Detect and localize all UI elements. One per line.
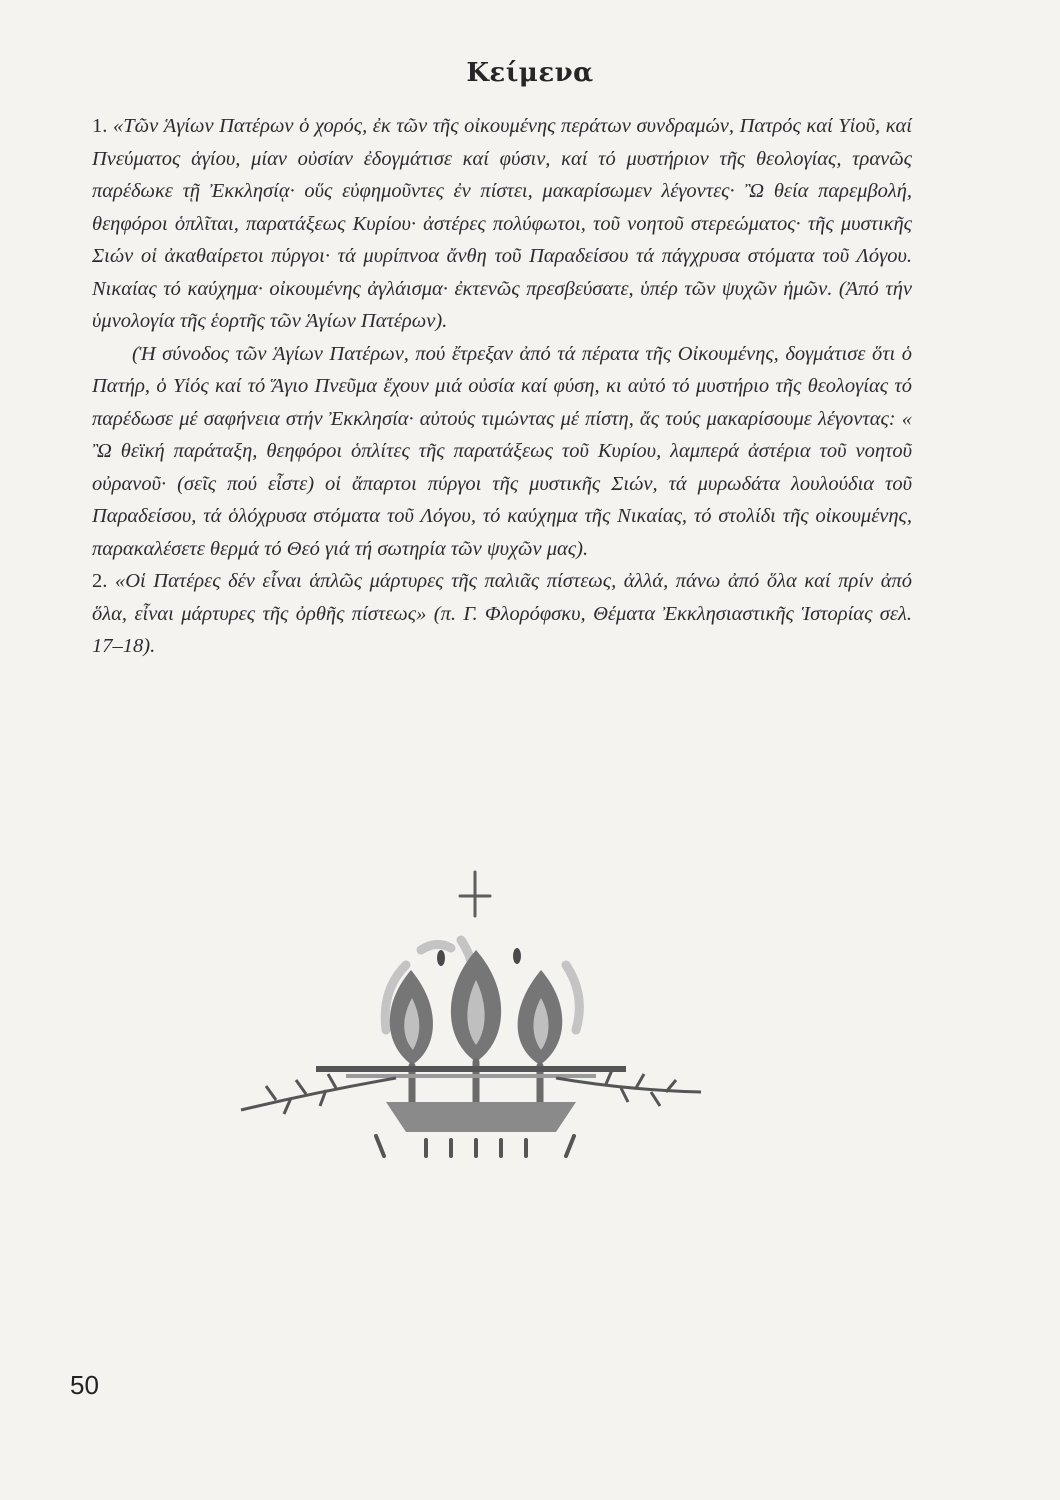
paragraph-3-text: «Οἱ Πατέρες δέν εἶναι ἁπλῶς μάρτυρες τῆς παλιᾶς πίστεως, ἀλλά, πάνω ἀπό ὅλα καί πρίν ἀπό ὅλα, εἶναι μάρτυρες τῆς ὀρθῆς πίστεως» (π. Γ. Φλορόφσκυ, Θέματα Ἐκκλησιαστικῆς Ἱστορίας σελ. 17–18). [92,570,912,657]
paragraph-3 [92,565,912,663]
cross-icon [460,872,490,916]
paragraph-2 [92,338,912,566]
pedestal-marks-icon [376,1136,574,1156]
text-body [92,110,912,663]
paragraph-1-text: «Τῶν Ἁγίων Πατέρων ὁ χορός, ἐκ τῶν τῆς οἰκουμένης περάτων συνδραμών, Πατρός καί Υἱοῦ, καί Πνεύματος ἁγίου, μίαν οὐσίαν ἐδογμάτισε καί φύσιν, καί τό μυστήριον τῆς θεολογίας, τρανῶς παρέδωκε τῇ Ἐκκλησίᾳ· οὕς εὐφημοῦντες ἐν πίστει, μακαρίσωμεν λέγοντες· Ὢ θεία παρεμβολή, θεηφόροι ὁπλῖται, παρατάξεως Κυρίου· ἀστέρες πολύφωτοι, τοῦ νοητοῦ στερεώματος· τῆς μυστικῆς Σιών οἱ ἀκαθαίρετοι πύργοι· τά μυρίπνοα ἄνθη τοῦ Παραδείσου τά πάγχρυσα στόματα τοῦ Λόγου. Νικαίας τό καύχημα· οἰκουμένης ἀγλάισμα· ἐκτενῶς πρεσβεύσατε, ὑπέρ τῶν ψυχῶν ἡμῶν. (Ἀπό τήν ὑμνολογία τῆς ἑορτῆς τῶν Ἁγίων Πατέρων). [92,115,913,332]
three-flames-emblem-icon [236,870,706,1170]
page-number: 50 [70,1370,99,1400]
paragraph-1 [92,110,912,338]
paragraph-1-number: 1. [92,115,108,137]
paragraph-2-text: (Ἡ σύνοδος τῶν Ἁγίων Πατέρων, πού ἔτρεξαν ἀπό τά πέρατα τῆς Οἰκουμένης, δογμάτισε ὅτι ὁ Πατήρ, ὁ Υἱός καί τό Ἅγιο Πνεῦμα ἔχουν μιά οὐσία καί φύση, κι αὐτό τό μυστήριο τῆς θεολογίας τό παρέδωσε μέ σαφήνεια στήν Ἐκκλησία· αὐτούς τιμώντας μέ πίστη, ἄς τούς μακαρίσουμε λέγοντας: « Ὢ θεϊκή παράταξη, θεηφόροι ὁπλίτες τῆς παρατάξεως τοῦ Κυρίου, λαμπερά ἀστέρια τοῦ νοητοῦ οὐρανοῦ· (σεῖς πού εἶστε) οἱ ἄπαρτοι πύργοι τῆς μυστικῆς Σιών, τά μυρωδάτα λουλούδια τοῦ Παραδείσου, τά ὁλόχρυσα στόματα τοῦ Λόγου, τό καύχημα τῆς Νικαίας, τό στολίδι τῆς οἰκουμένης, παρακαλέσετε θερμά τό Θεό γιά τή σωτηρία τῶν ψυχῶν μας). [92,342,912,560]
left-branch-icon [241,1074,396,1114]
band-dark-icon [316,1066,626,1072]
pedestal-icon [386,1102,576,1132]
paragraph-3-number: 2. [92,570,108,592]
page-title: Κείμενα [466,58,594,88]
